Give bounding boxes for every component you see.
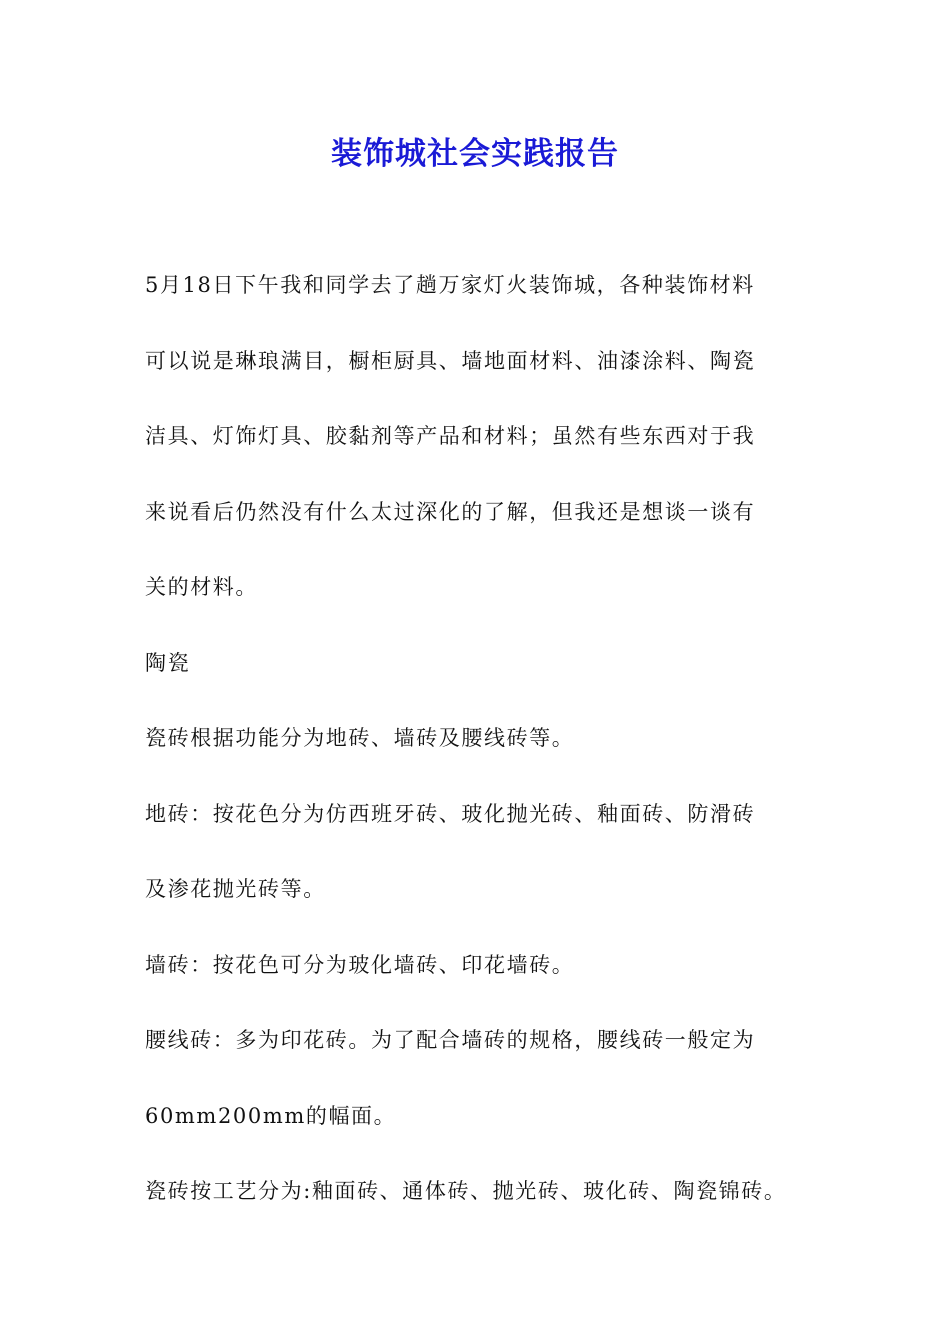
paragraph-line: 地砖：按花色分为仿西班牙砖、玻化抛光砖、釉面砖、防滑砖 [145,801,756,826]
paragraph-line: 瓷砖根据功能分为地砖、墙砖及腰线砖等。 [145,726,575,750]
paragraph-line: 来说看后仍然没有什么太过深化的了解，但我还是想谈一谈有 [145,499,756,524]
paragraph-line: 5月18日下午我和同学去了趟万家灯火装饰城，各种装饰材料 [145,273,755,297]
paragraph-line: 腰线砖：多为印花砖。为了配合墙砖的规格，腰线砖一般定为 [145,1028,756,1052]
document-body [145,266,825,1248]
section-heading: 陶瓷 [145,650,191,675]
paragraph-line: 60mm200mm的幅面。 [145,1103,397,1128]
paragraph-line: 瓷砖按工艺分为:釉面砖、通体砖、抛光砖、玻化砖、陶瓷锦砖。 [145,1179,787,1203]
paragraph-line: 墙砖：按花色可分为玻化墙砖、印花墙砖。 [145,952,575,977]
paragraph-line: 洁具、灯饰灯具、胶黏剂等产品和材料；虽然有些东西对于我 [145,424,756,448]
paragraph-line: 可以说是琳琅满目，橱柜厨具、墙地面材料、油漆涂料、陶瓷 [145,348,756,373]
paragraph-line: 及渗花抛光砖等。 [145,877,326,901]
paragraph-line: 关的材料。 [145,575,258,599]
page-title: 装饰城社会实践报告 [331,136,619,172]
